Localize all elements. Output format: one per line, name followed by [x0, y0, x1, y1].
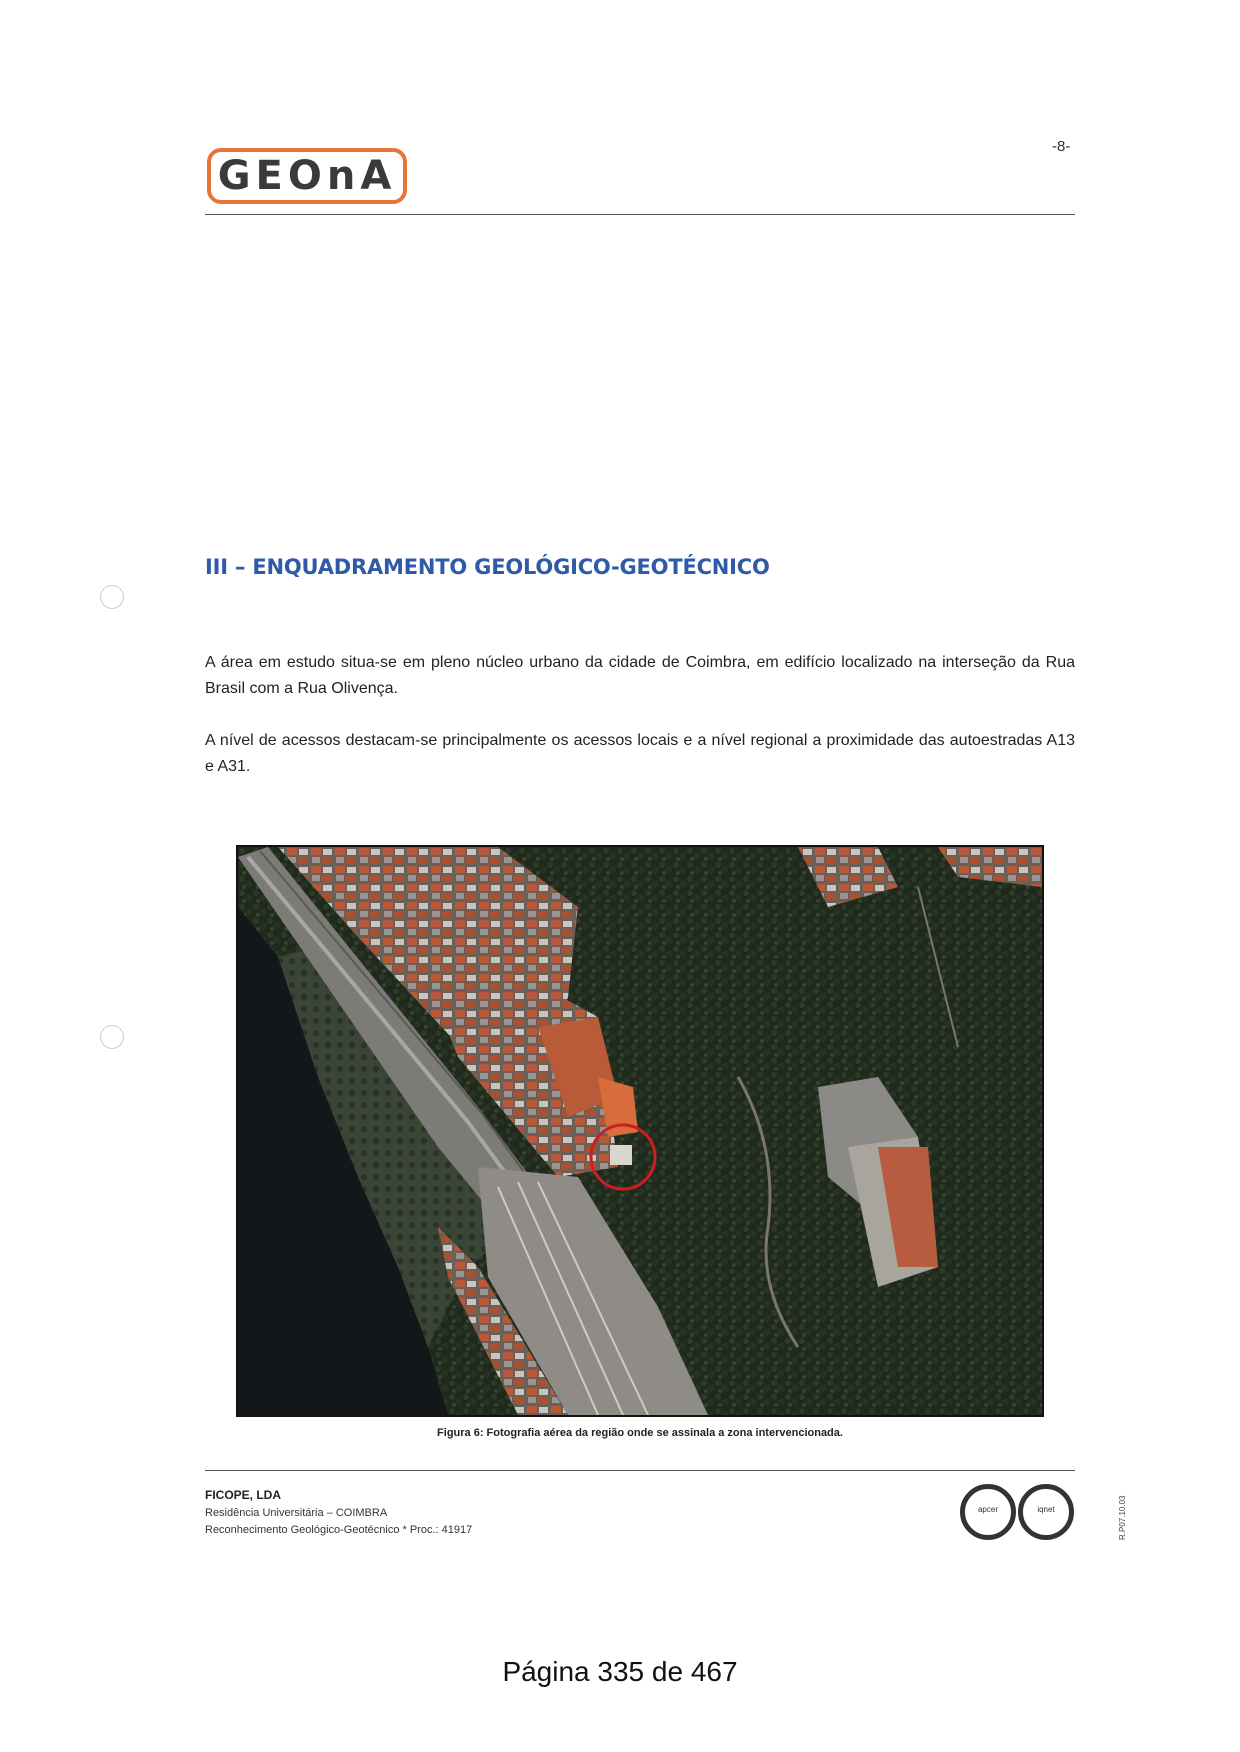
header-divider: [205, 214, 1075, 215]
page-marker: -8-: [1052, 138, 1071, 155]
page-counter: Página 335 de 467: [502, 1656, 738, 1687]
footer-reference: Reconhecimento Geológico-Geotécnico * Proc.: 41917: [205, 1524, 473, 1536]
figure-caption: Figura 6: Fotografia aérea da região onde se assinala a zona intervencionada.: [437, 1427, 843, 1439]
apcer-label: apcer: [977, 1505, 998, 1514]
section-title: III – ENQUADRAMENTO GEOLÓGICO-GEOTÉCNICO: [205, 555, 770, 579]
paragraph-location: A área em estudo situa-se em pleno núcleo urbano da cidade de Coimbra, em edifício localizado na interseção da Rua Brasil com a Rua Olivença.: [205, 654, 1075, 697]
punch-hole: [100, 1025, 124, 1049]
paragraph-access: A nível de acessos destacam-se principalmente os acessos locais e a nível regional a proximidade das autoestradas A13 e A31.: [205, 732, 1075, 775]
aerial-photo-illustration: [238, 847, 1042, 1415]
punch-hole: [100, 585, 124, 609]
aerial-photo: [236, 845, 1044, 1417]
footer-company: FICOPE, LDA: [205, 1488, 282, 1502]
iqnet-label: iqnet: [1037, 1505, 1055, 1514]
footer-project: Residência Universitária – COIMBRA: [205, 1507, 388, 1519]
iqnet-certification-icon: [1018, 1484, 1074, 1540]
apcer-certification-icon: [960, 1484, 1016, 1540]
document-code: R.P07.10.03: [1118, 1495, 1127, 1540]
company-logo: [207, 148, 407, 204]
footer-divider: [205, 1470, 1075, 1471]
logo-text: GEOnA: [217, 153, 397, 199]
